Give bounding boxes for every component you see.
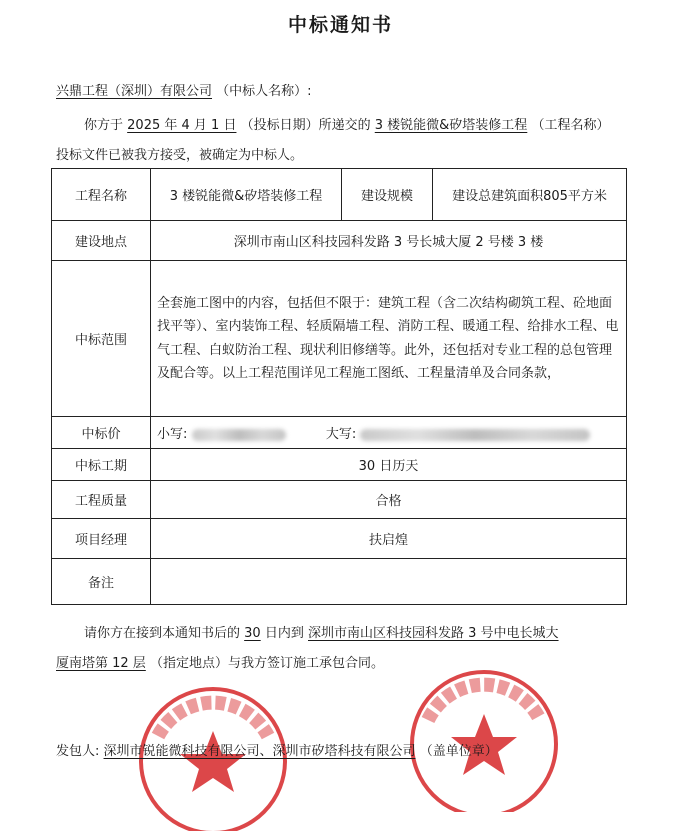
notice-project-name: 3 楼锐能微&矽塔装修工程 xyxy=(374,118,528,133)
manager-value: 扶启煌 xyxy=(151,519,627,559)
table-row xyxy=(52,519,627,559)
remarks-label: 备注 xyxy=(52,559,151,605)
table-row xyxy=(52,449,627,481)
table-row xyxy=(52,481,627,519)
signing-place-part2: 厦南塔第 12 层 xyxy=(56,656,146,671)
scope-value: 全套施工图中的内容，包括但不限于：建筑工程（含二次结构砌筑工程、砼地面找平等）、室内装饰工程、轻质隔墙工程、消防工程、暖通工程、给排水工程、电气工程、白蚁防治工程、现状利旧修缮等。此外，还包括对专业工程的总包管理及配合等。以上工程范围详见工程施工图纸、工程量清单及合同条款， xyxy=(151,261,627,417)
duration-value: 30 日历天 xyxy=(151,449,627,481)
issuer-names: 深圳市锐能微科技有限公司、深圳市矽塔科技有限公司 xyxy=(103,744,416,759)
winner-name-suffix: （中标人名称）: xyxy=(216,84,312,99)
quality-label: 工程质量 xyxy=(52,481,151,519)
table-row xyxy=(52,261,627,417)
table-row xyxy=(52,221,627,261)
instruction-line-1 xyxy=(84,622,559,641)
price-upper-label: 大写: xyxy=(325,427,357,442)
redacted-price-lower xyxy=(192,429,286,441)
bid-date: 2025 年 4 月 1 日 xyxy=(127,118,237,133)
project-name-label-cell: 工程名称 xyxy=(52,169,151,221)
location-value: 深圳市南山区科技园科发路 3 号长城大厦 2 号楼 3 楼 xyxy=(151,221,627,261)
table-row xyxy=(52,417,627,449)
scale-label: 建设规模 xyxy=(342,169,433,221)
document-title: 中标通知书 xyxy=(287,14,393,36)
redacted-price-upper xyxy=(360,429,590,441)
project-name-label: （工程名称） xyxy=(531,118,610,133)
project-name-value: 3 楼锐能微&矽塔装修工程 xyxy=(151,169,342,221)
manager-label: 项目经理 xyxy=(52,519,151,559)
notice-line-2: 投标文件已被我方接受，被确定为中标人。 xyxy=(56,148,304,163)
bid-date-label: （投标日期）所递交的 xyxy=(240,118,371,133)
issuer-suffix: （盖单位章） xyxy=(419,744,498,759)
notice-line-1 xyxy=(84,114,609,133)
company-seal-right xyxy=(398,662,570,812)
instruction-days: 30 xyxy=(244,626,261,641)
issuer-label: 发包人: xyxy=(56,744,100,759)
award-details-table xyxy=(51,168,627,605)
location-label: 建设地点 xyxy=(52,221,151,261)
remarks-value xyxy=(151,559,627,605)
instruction-prefix: 请你方在接到本通知书后的 xyxy=(84,626,241,641)
price-value xyxy=(151,417,627,449)
price-label: 中标价 xyxy=(52,417,151,449)
duration-label: 中标工期 xyxy=(52,449,151,481)
table-row xyxy=(52,169,627,221)
seal-text-arc xyxy=(158,703,268,736)
table-row xyxy=(52,559,627,605)
instruction-line-2 xyxy=(56,652,384,671)
addressee-line xyxy=(56,80,312,99)
price-lower-label: 小写: xyxy=(157,427,188,442)
instruction-suffix: （指定地点）与我方签订施工承包合同。 xyxy=(149,656,384,671)
scope-label: 中标范围 xyxy=(52,261,151,417)
winner-name: 兴鼎工程（深圳）有限公司 xyxy=(56,84,213,99)
quality-value: 合格 xyxy=(151,481,627,519)
signing-place-part1: 深圳市南山区科技园科发路 3 号中电长城大 xyxy=(308,626,559,641)
notice-prefix: 你方于 xyxy=(84,118,124,133)
scale-value: 建设总建筑面积805平方米 xyxy=(433,169,627,221)
instruction-mid: 日内到 xyxy=(264,626,304,641)
issuer-line xyxy=(56,740,498,759)
